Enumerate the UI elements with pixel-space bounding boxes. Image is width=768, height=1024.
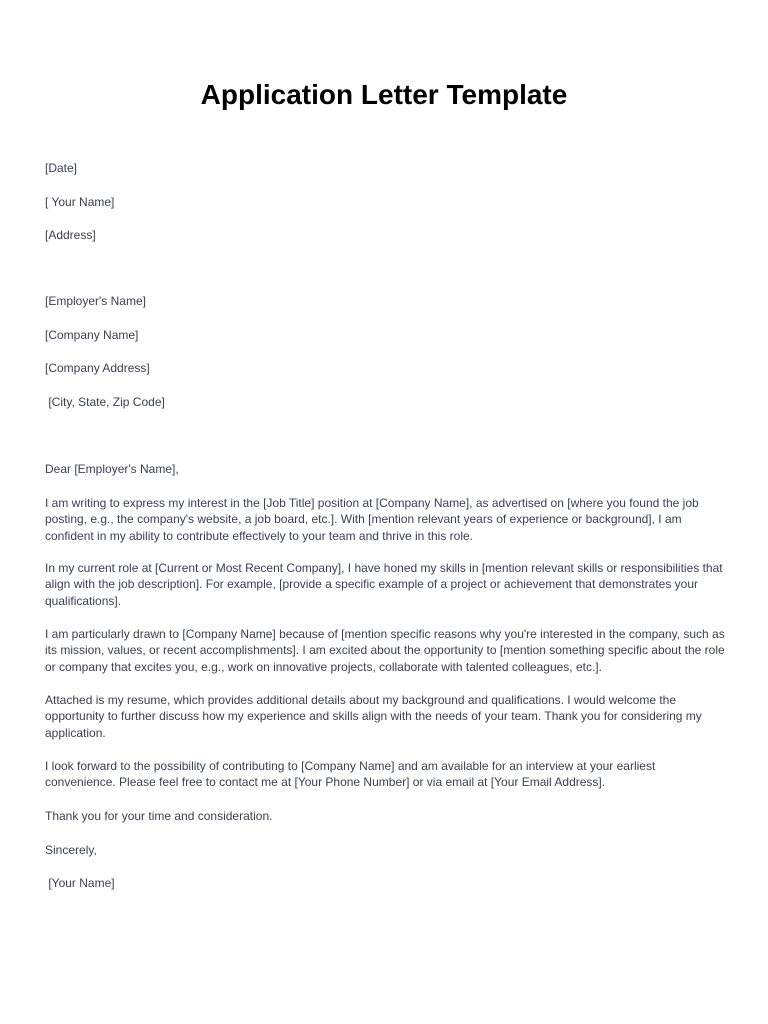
body-paragraph-3: I am particularly drawn to [Company Name] because of [mention specific reasons why you're interested in the company, such as its mission, values, or recent accomplishments]. I am excited about the opportunity to [mention something specific about the role or company that excites you, e.g., work on innovative projects, collaborate with talented colleagues, etc.]. [45, 627, 725, 674]
body-paragraph-4: Attached is my resume, which provides additional details about my background and qualifications. I would welcome the opportunity to further discuss how my experience and skills align with the needs of your team. Thank you for considering my application. [45, 693, 702, 740]
recipient-city-state-zip: [City, State, Zip Code] [45, 395, 165, 409]
body-paragraph-2: In my current role at [Current or Most Recent Company], I have honed my skills in [mention relevant skills or responsibilities that align with the job description]. For example, [provide a specific example of a project or achievement that demonstrates your qualifications]. [45, 561, 723, 608]
body-paragraph-1: I am writing to express my interest in the [Job Title] position at [Company Name], as advertised on [where you found the job posting, e.g., the company's website, a job board, etc.]. With [mention relevant years of experience or background], I am confident in my ability to contribute effectively to your team and thrive in this role. [45, 496, 699, 543]
recipient-company-name: [Company Name] [45, 328, 139, 342]
sender-name: [ Your Name] [45, 195, 115, 209]
body-paragraph-5: I look forward to the possibility of contributing to [Company Name] and am available for an interview at your earliest convenience. Please feel free to contact me at [Your Phone Number] or via email at [Your Email Address]. [45, 759, 656, 790]
sender-date: [Date] [45, 161, 78, 175]
thanks-line: Thank you for your time and consideration. [45, 809, 273, 823]
document-title: Application Letter Template [200, 79, 568, 110]
salutation: Dear [Employer's Name], [45, 462, 179, 476]
signature-name: [Your Name] [45, 876, 115, 890]
closing-line: Sincerely, [45, 843, 97, 857]
sender-address: [Address] [45, 228, 96, 242]
recipient-employer-name: [Employer's Name] [45, 294, 146, 308]
recipient-company-address: [Company Address] [45, 361, 150, 375]
